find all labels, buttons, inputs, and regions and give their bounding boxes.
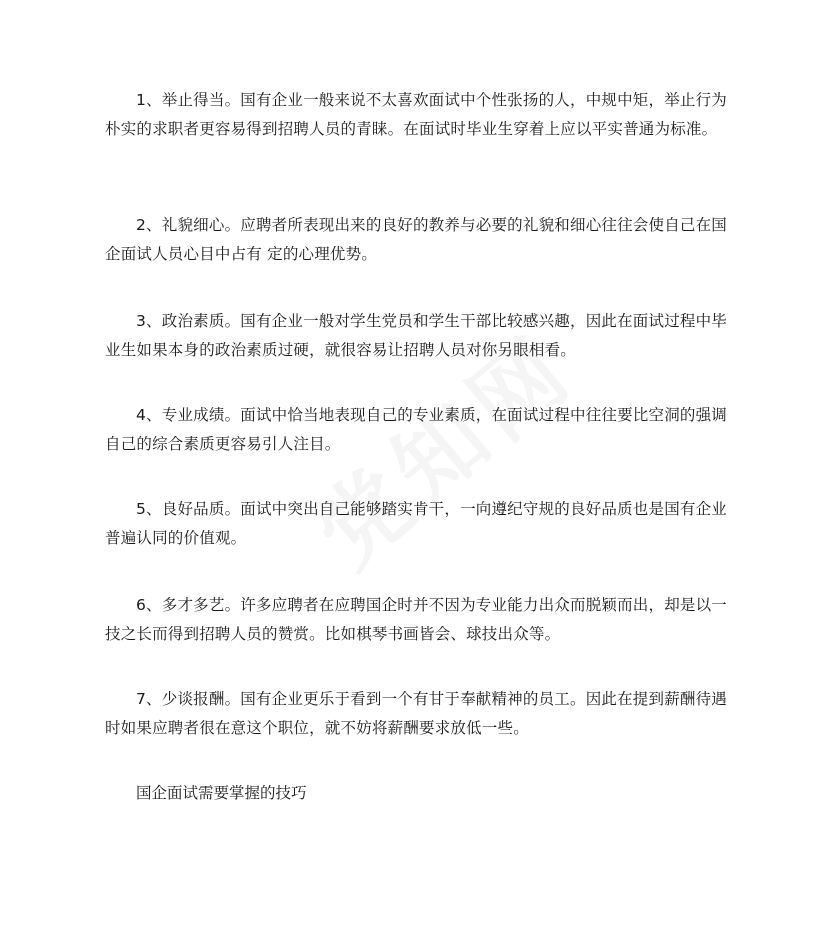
paragraph-4: 4、专业成绩。面试中恰当地表现自己的专业素质，在面试过程中往往要比空洞的强调自己的综合素质更容易引人注目。 (105, 406, 727, 453)
paragraph-7: 7、少谈报酬。国有企业更乐于看到一个有甘于奉献精神的员工。因此在提到薪酬待遇时如果应聘者很在意这个职位，就不妨将薪酬要求放低一些。 (105, 690, 727, 737)
paragraph-5: 5、良好品质。面试中突出自己能够踏实肯干，一向遵纪守规的良好品质也是国有企业普遍认同的价值观。 (105, 500, 727, 547)
paragraph-2: 2、礼貌细心。应聘者所表现出来的良好的教养与必要的礼貌和细心往往会使自己在国企面试人员心目中占有 定的心理优势。 (105, 216, 727, 263)
paragraph-3: 3、政治素质。国有企业一般对学生党员和学生干部比较感兴趣，因此在面试过程中毕业生如果本身的政治素质过硬，就很容易让招聘人员对你另眼相看。 (105, 312, 727, 359)
paragraph-1: 1、举止得当。国有企业一般来说不太喜欢面试中个性张扬的人，中规中矩，举止行为朴实的求职者更容易得到招聘人员的青睐。在面试时毕业生穿着上应以平实普通为标准。 (105, 91, 727, 138)
section-heading: 国企面试需要掌握的技巧 (136, 784, 307, 802)
paragraph-6: 6、多才多艺。许多应聘者在应聘国企时并不因为专业能力出众而脱颖而出，却是以一技之长而得到招聘人员的赞赏。比如棋琴书画皆会、球技出众等。 (105, 596, 727, 643)
